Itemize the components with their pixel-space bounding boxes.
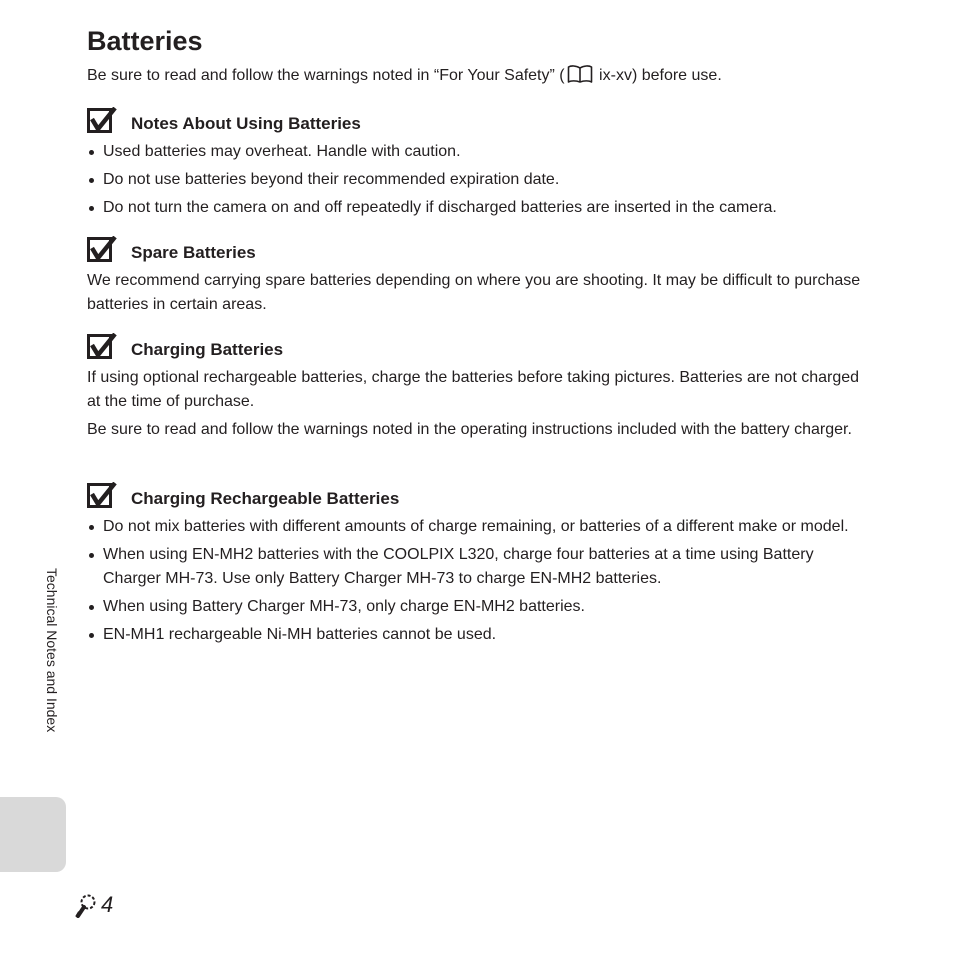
bullet-list: [87, 515, 872, 647]
intro-text: [87, 64, 867, 88]
intro-text-start: Be sure to read and follow the warnings noted in “For Your Safety” (: [87, 67, 565, 84]
section-title: Charging Rechargeable Batteries: [131, 489, 400, 508]
section-heading: [87, 106, 872, 136]
page-number: 4: [101, 892, 114, 917]
check-icon: [87, 107, 117, 135]
section-tab: [0, 797, 66, 872]
technical-notes-icon: [75, 892, 99, 918]
page-footer: [75, 892, 113, 918]
section-notes-about-using-batteries: [87, 106, 872, 224]
list-item: Do not use batteries beyond their recommended expiration date.: [87, 168, 872, 192]
section-title: Spare Batteries: [131, 243, 256, 262]
section-heading: [87, 235, 872, 265]
check-icon: [87, 482, 117, 510]
list-item: EN-MH1 rechargeable Ni-MH batteries cannot be used.: [87, 623, 872, 647]
check-icon: [87, 333, 117, 361]
page-title: Batteries: [87, 26, 203, 56]
check-icon: [87, 236, 117, 264]
section-charging-batteries: [87, 332, 872, 446]
paragraph: We recommend carrying spare batteries depending on where you are shooting. It may be difficult to purchase batteries in certain areas.: [87, 272, 861, 313]
paragraph: If using optional rechargeable batteries, charge the batteries before taking pictures. Batteries are not charged at the time of purchase.: [87, 369, 860, 410]
bullet-list: [87, 140, 872, 220]
section-title: Charging Batteries: [131, 340, 284, 359]
side-section-label: Technical Notes and Index: [44, 568, 60, 733]
section-charging-rechargeable-batteries: [87, 481, 872, 651]
paragraph: Be sure to read and follow the warnings noted in the operating instructions included with the battery charger.: [87, 421, 852, 438]
list-item: When using EN-MH2 batteries with the COOLPIX L320, charge four batteries at a time using Battery Charger MH-73. Use only Battery Charger MH-73 to charge EN-MH2 batteries.: [87, 543, 872, 591]
intro-text-end: ix-xv) before use.: [594, 67, 722, 84]
book-icon: [567, 65, 593, 83]
list-item: Used batteries may overheat. Handle with caution.: [87, 140, 872, 164]
section-heading: [87, 481, 872, 511]
section-title: Notes About Using Batteries: [131, 114, 361, 133]
section-spare-batteries: [87, 235, 872, 321]
list-item: When using Battery Charger MH-73, only charge EN-MH2 batteries.: [87, 595, 872, 619]
list-item: Do not turn the camera on and off repeatedly if discharged batteries are inserted in the camera.: [87, 196, 872, 220]
list-item: Do not mix batteries with different amounts of charge remaining, or batteries of a different make or model.: [87, 515, 872, 539]
section-heading: [87, 332, 872, 362]
